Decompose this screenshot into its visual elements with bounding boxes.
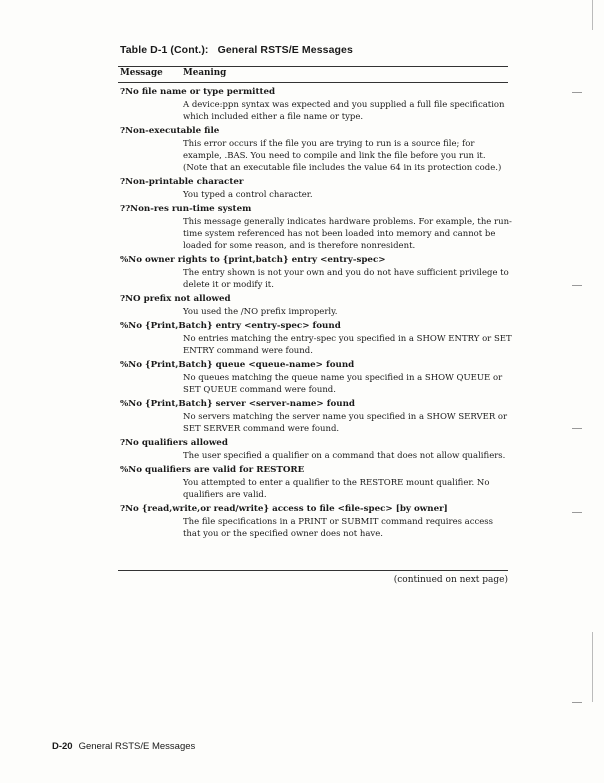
table-title: Table D-1 (Cont.): General RSTS/E Messages xyxy=(120,44,353,56)
message-text: ?NO prefix not allowed xyxy=(120,294,231,304)
meaning-text: No entries matching the entry-spec you specified in a SHOW ENTRY or SET ENTRY command were found. xyxy=(183,334,512,356)
list-item xyxy=(120,125,512,174)
margin-mark xyxy=(572,92,582,93)
continued-note: (continued on next page) xyxy=(393,575,508,585)
page-edge-line xyxy=(592,0,593,30)
margin-mark xyxy=(572,285,582,286)
table-bottom-rule xyxy=(118,570,508,571)
message-text: ??Non-res run-time system xyxy=(120,204,252,214)
list-item xyxy=(120,320,512,357)
list-item xyxy=(120,176,512,201)
list-item xyxy=(120,437,512,462)
list-item xyxy=(120,293,512,318)
message-list xyxy=(120,86,512,542)
column-header-meaning: Meaning xyxy=(183,68,227,78)
message-text: %No {Print,Batch} server <server-name> found xyxy=(120,399,355,409)
meaning-text: This error occurs if the file you are trying to run is a source file; for example, .BAS. You need to compile and link the file before you run it. (Note that an executable file includes the value 64 in its protection code.) xyxy=(183,139,502,173)
list-item xyxy=(120,464,512,501)
meaning-text: You typed a control character. xyxy=(183,190,313,200)
meaning-text: You used the /NO prefix improperly. xyxy=(183,307,338,317)
meaning-text: No servers matching the server name you specified in a SHOW SERVER or SET SERVER command were found. xyxy=(183,412,508,434)
message-text: %No owner rights to {print,batch} entry <entry-spec> xyxy=(120,255,386,265)
page-edge-line xyxy=(592,632,593,702)
list-item xyxy=(120,254,512,291)
list-item xyxy=(120,398,512,435)
page-number: D-20 xyxy=(52,741,73,752)
message-text: ?No file name or type permitted xyxy=(120,87,276,97)
list-item xyxy=(120,503,512,540)
footer-section-title: General RSTS/E Messages xyxy=(78,741,196,752)
header-bottom-rule xyxy=(118,82,508,83)
page-footer xyxy=(52,741,195,752)
message-text: ?No qualifiers allowed xyxy=(120,438,228,448)
meaning-text: The entry shown is not your own and you do not have sufficient privilege to delete it or modify it. xyxy=(183,268,509,290)
column-header-message: Message xyxy=(120,68,163,78)
message-text: ?Non-executable file xyxy=(120,126,220,136)
meaning-text: You attempted to enter a qualifier to the RESTORE mount qualifier. No qualifiers are valid. xyxy=(183,478,490,500)
margin-mark xyxy=(572,702,582,703)
margin-mark xyxy=(572,428,582,429)
header-top-rule xyxy=(118,66,508,67)
list-item xyxy=(120,86,512,123)
message-text: %No {Print,Batch} queue <queue-name> found xyxy=(120,360,355,370)
message-text: ?No {read,write,or read/write} access to file <file-spec> [by owner] xyxy=(120,504,448,514)
meaning-text: No queues matching the queue name you specified in a SHOW QUEUE or SET QUEUE command were found. xyxy=(183,373,503,395)
margin-mark xyxy=(572,512,582,513)
meaning-text: The user specified a qualifier on a command that does not allow qualifiers. xyxy=(183,451,506,461)
list-item xyxy=(120,203,512,252)
message-text: %No qualifiers are valid for RESTORE xyxy=(120,465,305,475)
message-text: ?Non-printable character xyxy=(120,177,244,187)
meaning-text: A device:ppn syntax was expected and you supplied a full file specification which included either a file name or type. xyxy=(183,100,505,122)
meaning-text: The file specifications in a PRINT or SUBMIT command requires access that you or the specified owner does not have. xyxy=(183,517,494,539)
list-item xyxy=(120,359,512,396)
meaning-text: This message generally indicates hardware problems. For example, the run-time system referenced has not been loaded into memory and cannot be loaded for some reason, and is therefore nonresident. xyxy=(183,217,512,251)
message-text: %No {Print,Batch} entry <entry-spec> found xyxy=(120,321,341,331)
